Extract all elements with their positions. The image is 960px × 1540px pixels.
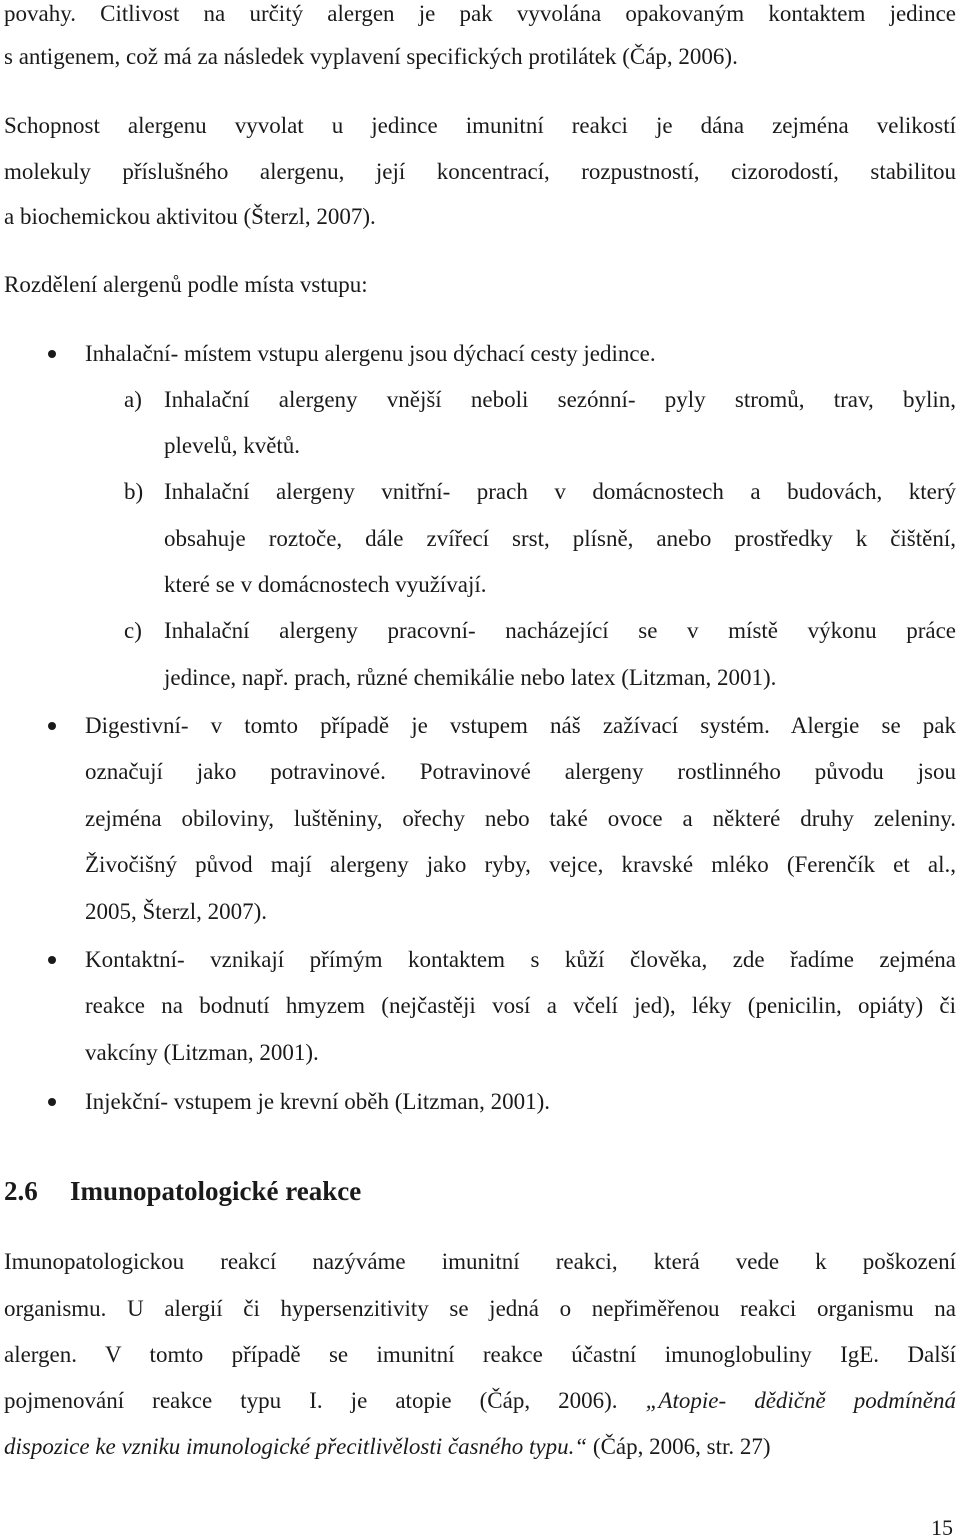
subitem-a-marker: a): [124, 387, 142, 412]
atopie-quote-end: dispozice ke vzniku imunologické přecitlivělosti časného typu.“: [4, 1434, 588, 1459]
subitem-b-line1: Inhalační alergeny vnitřní- prach v domácnostech a budovách, který: [164, 479, 956, 504]
subitem-a-line1: Inhalační alergeny vnější neboli sezónní- pyly stromů, trav, bylin,: [164, 387, 956, 412]
section-heading: [4, 1175, 361, 1207]
bullet3-line3: vakcíny (Litzman, 2001).: [85, 1040, 319, 1065]
atopie-quote-start: „Atopie- dědičně podmíněná: [645, 1388, 957, 1413]
bullet2-line1: Digestivní- v tomto případě je vstupem náš zažívací systém. Alergie se pak: [85, 713, 956, 738]
paragraph3-line4-text: pojmenování reakce typu I. je atopie (Čáp, 2006).: [4, 1388, 618, 1413]
paragraph2-line2: molekuly příslušného alergenu, její koncentrací, rozpustností, cizorodostí, stabilitou: [4, 159, 956, 184]
bullet3-line2: reakce na bodnutí hmyzem (nejčastěji vosí a včelí jed), léky (penicilin, opiáty) či: [85, 993, 956, 1018]
paragraph2-line3: a biochemickou aktivitou (Šterzl, 2007).: [4, 204, 376, 229]
paragraph3-line2: organismu. U alergií či hypersenzitivity se jedná o nepřiměřenou reakci organismu na: [4, 1296, 956, 1321]
bullet3-line1: Kontaktní- vznikají přímým kontaktem s kůží člověka, zde řadíme zejména: [85, 947, 956, 972]
bullet1-line1: Inhalační- místem vstupu alergenu jsou dýchací cesty jedince.: [85, 341, 656, 366]
bullet-marker: [48, 350, 56, 358]
subitem-c-marker: c): [124, 618, 142, 643]
bullet2-line4: Živočišný původ mají alergeny jako ryby, vejce, kravské mléko (Ferenčík et al.,: [85, 852, 956, 877]
subitem-b-line2: obsahuje roztoče, dále zvířecí srst, plísně, anebo prostředky k čištění,: [164, 526, 956, 551]
paragraph1-line2: s antigenem, což má za následek vyplavení specifických protilátek (Čáp, 2006).: [4, 44, 738, 69]
subitem-b-line3: které se v domácnostech využívají.: [164, 572, 487, 597]
paragraph3-line3: alergen. V tomto případě se imunitní reakce účastní imunoglobuliny IgE. Další: [4, 1342, 956, 1367]
subitem-c-line2: jedince, např. prach, různé chemikálie nebo latex (Litzman, 2001).: [164, 665, 777, 690]
bullet-marker: [48, 956, 56, 964]
subitem-c-line1: Inhalační alergeny pracovní- nacházející se v místě výkonu práce: [164, 618, 956, 643]
paragraph3-line4: [4, 1387, 956, 1415]
paragraph1-line1: povahy. Citlivost na určitý alergen je pak vyvolána opakovaným kontaktem jedince: [4, 1, 956, 26]
paragraph3-line1: Imunopatologickou reakcí nazýváme imunitní reakci, která vede k poškození: [4, 1249, 956, 1274]
page-number: 15: [931, 1515, 953, 1540]
bullet4-line1: Injekční- vstupem je krevní oběh (Litzman, 2001).: [85, 1089, 550, 1114]
section-number: 2.6: [4, 1176, 38, 1206]
paragraph2-line1: Schopnost alergenu vyvolat u jedince imunitní reakci je dána zejména velikostí: [4, 113, 956, 138]
bullet-marker: [48, 722, 56, 730]
bullet-marker: [48, 1098, 56, 1106]
subitem-a-line2: plevelů, květů.: [164, 433, 301, 458]
paragraph3-line5: [4, 1433, 771, 1461]
section-title: Imunopatologické reakce: [70, 1176, 362, 1206]
bullet2-line2: označují jako potravinové. Potravinové alergeny rostlinného původu jsou: [85, 759, 956, 784]
bullet2-line5: 2005, Šterzl, 2007).: [85, 899, 268, 924]
citation: (Čáp, 2006, str. 27): [592, 1434, 771, 1459]
bullet2-line3: zejména obiloviny, luštěniny, ořechy nebo také ovoce a některé druhy zeleniny.: [85, 806, 956, 831]
division-heading: Rozdělení alergenů podle místa vstupu:: [4, 272, 368, 297]
subitem-b-marker: b): [124, 479, 144, 504]
